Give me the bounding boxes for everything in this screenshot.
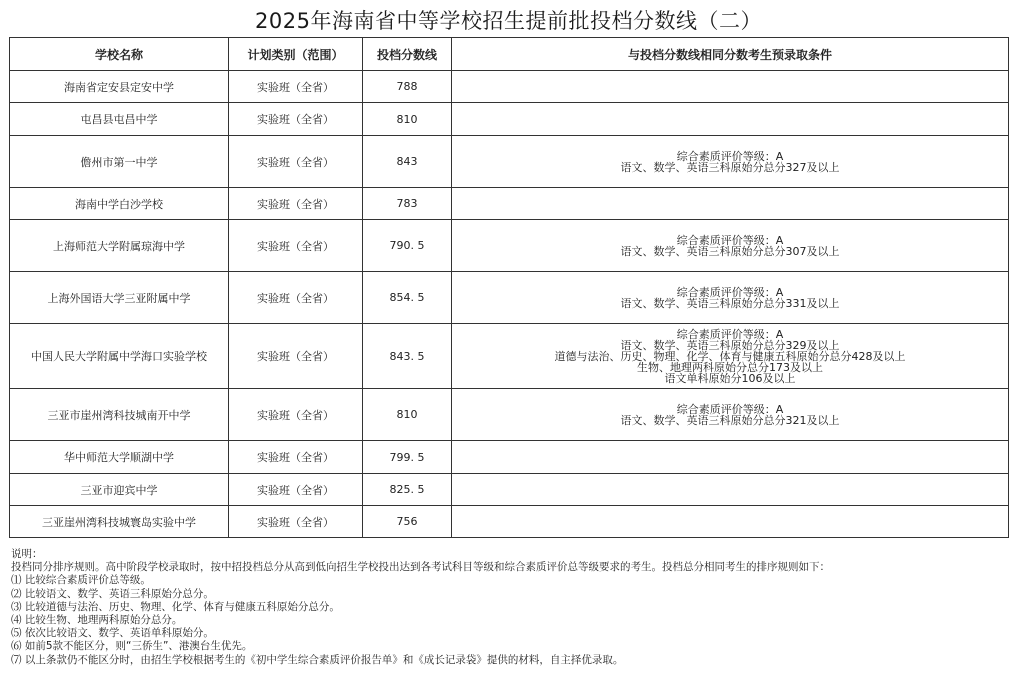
school-name-cell: 三亚市崖州湾科技城南开中学 (10, 389, 229, 441)
table-row (10, 272, 1009, 324)
page-title: 2025年海南省中等学校招生提前批投档分数线（二） (255, 9, 762, 33)
school-name-cell: 屯昌县屯昌中学 (10, 103, 229, 136)
table-row (10, 188, 1009, 220)
conditions-cell (452, 220, 1009, 272)
plan-type-cell: 实验班（全省） (229, 188, 363, 220)
condition-line: 综合素质评价等级：A (676, 233, 784, 247)
plan-type-cell: 实验班（全省） (229, 71, 363, 103)
conditions-cell (452, 506, 1009, 538)
cutoff-score-cell: 799. 5 (363, 441, 452, 474)
plan-type-cell: 实验班（全省） (229, 136, 363, 188)
cutoff-score-cell: 810 (363, 103, 452, 136)
condition-line: 综合素质评价等级：A (676, 327, 784, 341)
table-row (10, 506, 1009, 538)
condition-line: 语文单科原始分106及以上 (664, 371, 796, 385)
cutoff-score-cell: 756 (363, 506, 452, 538)
school-name-cell: 海南中学白沙学校 (10, 188, 229, 220)
condition-line: 语文、数学、英语三科原始分总分329及以上 (620, 338, 840, 352)
header-conditions: 与投档分数线相同分数考生预录取条件 (452, 38, 1009, 71)
condition-line: 综合素质评价等级：A (676, 149, 784, 163)
table-row (10, 71, 1009, 103)
school-name-cell: 上海外国语大学三亚附属中学 (10, 272, 229, 324)
school-name-cell: 三亚崖州湾科技城寰岛实验中学 (10, 506, 229, 538)
plan-type-cell: 实验班（全省） (229, 272, 363, 324)
plan-type-cell: 实验班（全省） (229, 324, 363, 389)
table-header-row (10, 38, 1009, 71)
school-name-cell: 儋州市第一中学 (10, 136, 229, 188)
table-row (10, 220, 1009, 272)
conditions-cell (452, 71, 1009, 103)
cutoff-score-cell: 843. 5 (363, 324, 452, 389)
table-row (10, 103, 1009, 136)
table-row (10, 136, 1009, 188)
cutoff-score-cell: 825. 5 (363, 474, 452, 506)
plan-type-cell: 实验班（全省） (229, 389, 363, 441)
header-plan-type: 计划类别（范围） (229, 38, 363, 71)
conditions-cell (452, 272, 1009, 324)
plan-type-cell: 实验班（全省） (229, 506, 363, 538)
school-name-cell: 海南省定安县定安中学 (10, 71, 229, 103)
school-name-cell: 中国人民大学附属中学海口实验学校 (10, 324, 229, 389)
conditions-cell (452, 136, 1009, 188)
table-row (10, 389, 1009, 441)
condition-line: 生物、地理两科原始分总分173及以上 (637, 360, 823, 374)
school-name-cell: 三亚市迎宾中学 (10, 474, 229, 506)
plan-type-cell: 实验班（全省） (229, 441, 363, 474)
conditions-cell (452, 474, 1009, 506)
condition-line: 语文、数学、英语三科原始分总分331及以上 (620, 296, 840, 310)
plan-type-cell: 实验班（全省） (229, 474, 363, 506)
cutoff-score-cell: 790. 5 (363, 220, 452, 272)
notes-item: ⑴ 比较综合素质评价总等级。 (11, 574, 151, 587)
school-name-cell: 华中师范大学顺湖中学 (10, 441, 229, 474)
cutoff-score-cell: 788 (363, 71, 452, 103)
conditions-cell (452, 324, 1009, 389)
cutoff-score-cell: 854. 5 (363, 272, 452, 324)
cutoff-score-cell: 810 (363, 389, 452, 441)
condition-line: 语文、数学、英语三科原始分总分307及以上 (620, 244, 840, 258)
condition-line: 语文、数学、英语三科原始分总分327及以上 (620, 160, 840, 174)
cutoff-score-cell: 783 (363, 188, 452, 220)
notes-intro: 投档同分排序规则。高中阶段学校录取时，按中招投档总分从高到低向招生学校投出达到各考试科目等级和综合素质评价总等级要求的考生。投档总分相同考生的排序规则如下： (11, 561, 830, 574)
score-table (9, 37, 1009, 538)
conditions-cell (452, 188, 1009, 220)
notes-item: ⑸ 依次比较语文、数学、英语单科原始分。 (11, 627, 214, 640)
notes-item: ⑹ 如前5款不能区分，则“三侨生”、港澳台生优先。 (11, 640, 253, 653)
conditions-cell (452, 389, 1009, 441)
school-name-cell: 上海师范大学附属琼海中学 (10, 220, 229, 272)
plan-type-cell: 实验班（全省） (229, 103, 363, 136)
notes-item: ⑺ 以上条款仍不能区分时，由招生学校根据考生的《初中学生综合素质评价报告单》和《成长记录袋》提供的材料，自主择优录取。 (11, 653, 624, 666)
table-row (10, 474, 1009, 506)
notes-section (11, 548, 1011, 667)
condition-line: 道德与法治、历史、物理、化学、体育与健康五科原始分总分428及以上 (554, 349, 906, 363)
notes-item: ⑶ 比较道德与法治、历史、物理、化学、体育与健康五科原始分总分。 (11, 600, 340, 613)
header-school-name: 学校名称 (10, 38, 229, 71)
plan-type-cell: 实验班（全省） (229, 220, 363, 272)
notes-item: ⑷ 比较生物、地理两科原始分总分。 (11, 614, 183, 627)
notes-item: ⑵ 比较语文、数学、英语三科原始分总分。 (11, 587, 214, 600)
table-row (10, 324, 1009, 389)
header-cutoff-score: 投档分数线 (363, 38, 452, 71)
condition-line: 综合素质评价等级：A (676, 402, 784, 416)
condition-line: 综合素质评价等级：A (676, 285, 784, 299)
conditions-cell (452, 103, 1009, 136)
cutoff-score-cell: 843 (363, 136, 452, 188)
table-row (10, 441, 1009, 474)
notes-heading: 说明： (11, 548, 43, 560)
conditions-cell (452, 441, 1009, 474)
condition-line: 语文、数学、英语三科原始分总分321及以上 (620, 413, 840, 427)
